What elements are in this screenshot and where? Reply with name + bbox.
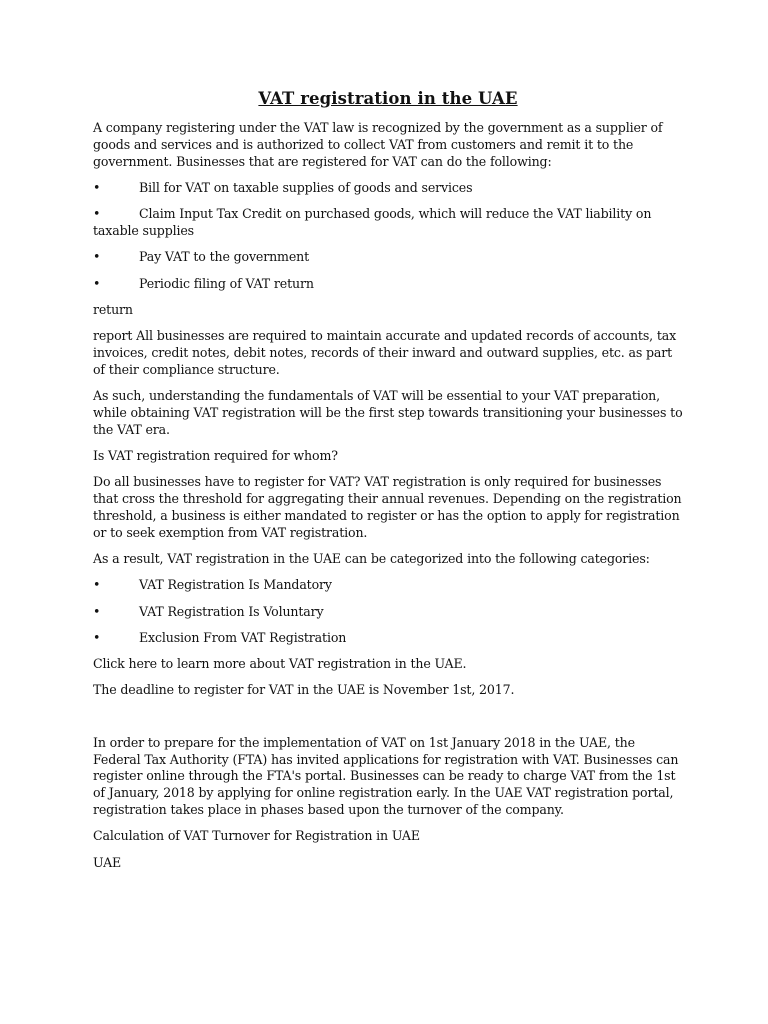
bullet-item bbox=[93, 630, 683, 647]
bullet-text: Pay VAT to the government bbox=[139, 249, 310, 265]
paragraph: The deadline to register for VAT in the UAE is November 1st, 2017. bbox=[93, 682, 515, 698]
bullet-marker: • bbox=[93, 275, 101, 291]
document-title: VAT registration in the UAE bbox=[258, 89, 518, 108]
bullet-text: Periodic filing of VAT return bbox=[139, 275, 314, 291]
document-page bbox=[93, 89, 683, 881]
paragraph: A company registering under the VAT law is recognized by the government as a supplier of goods and services and is authorized to collect VAT from customers and remit it to the government. Businesses that are registered for VAT can do the following: bbox=[93, 120, 663, 169]
bullet-marker: • bbox=[93, 206, 101, 222]
bullet-text: Claim Input Tax Credit on purchased goods, which will reduce the VAT liability on taxable supplies bbox=[93, 206, 652, 238]
bullet-marker: • bbox=[93, 629, 101, 645]
bullet-item bbox=[93, 604, 683, 621]
bullet-text: Exclusion From VAT Registration bbox=[139, 629, 347, 645]
blank-gap bbox=[93, 709, 683, 735]
bullet-item bbox=[93, 249, 683, 266]
paragraph: Is VAT registration required for whom? bbox=[93, 447, 338, 463]
paragraph: Click here to learn more about VAT registration in the UAE. bbox=[93, 656, 467, 672]
paragraph: Do all businesses have to register for VAT? VAT registration is only required for businesses that cross the threshold for aggregating their annual revenues. Depending on the registration threshold, a business is either mandated to register or has the option to apply for registration or to seek exemption from VAT registration. bbox=[93, 474, 682, 540]
bullet-item bbox=[93, 206, 683, 240]
paragraph: return bbox=[93, 301, 133, 317]
paragraph: UAE bbox=[93, 854, 122, 870]
bullet-item bbox=[93, 180, 683, 197]
paragraph: report All businesses are required to maintain accurate and updated records of accounts, tax invoices, credit notes, debit notes, records of their inward and outward supplies, etc. as part of their compliance structure. bbox=[93, 328, 677, 377]
bullet-text: VAT Registration Is Mandatory bbox=[139, 577, 332, 593]
bullet-text: Bill for VAT on taxable supplies of goods and services bbox=[139, 179, 473, 195]
bullet-text: VAT Registration Is Voluntary bbox=[139, 603, 324, 619]
paragraph: In order to prepare for the implementation of VAT on 1st January 2018 in the UAE, the Federal Tax Authority (FTA) has invited applications for registration with VAT. Businesses can register online through the FTA's portal. Businesses can be ready to charge VAT from the 1st of January, 2018 by applying for online registration early. In the UAE VAT registration portal, registration takes place in phases based upon the turnover of the company. bbox=[93, 734, 679, 817]
paragraph: As a result, VAT registration in the UAE can be categorized into the following categories: bbox=[93, 550, 650, 566]
bullet-marker: • bbox=[93, 249, 101, 265]
bullet-marker: • bbox=[93, 603, 101, 619]
bullet-marker: • bbox=[93, 179, 101, 195]
paragraph: Calculation of VAT Turnover for Registration in UAE bbox=[93, 828, 420, 844]
bullet-item bbox=[93, 276, 683, 293]
paragraph: As such, understanding the fundamentals of VAT will be essential to your VAT preparation, while obtaining VAT registration will be the first step towards transitioning your businesses to the VAT era. bbox=[93, 388, 683, 437]
document-body bbox=[93, 120, 683, 871]
bullet-item bbox=[93, 577, 683, 594]
bullet-marker: • bbox=[93, 577, 101, 593]
